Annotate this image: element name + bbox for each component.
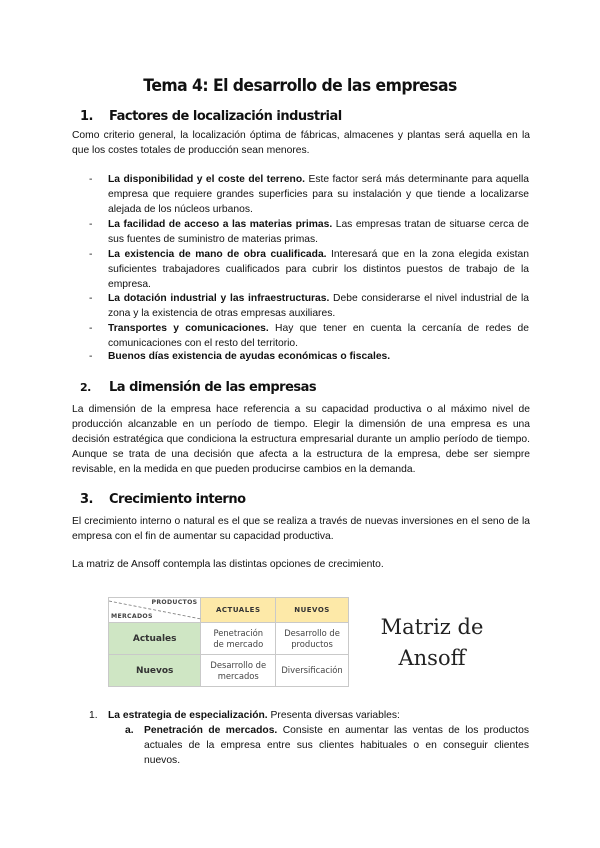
row-header-actuales: Actuales bbox=[109, 623, 201, 655]
bullet-item bbox=[89, 291, 529, 321]
section-1-number: 1. bbox=[80, 109, 93, 124]
bullet-text: Hay que tener en cuenta la cercanía de redes de comunicaciones con el resto del territorio. bbox=[108, 323, 530, 349]
section-1-intro: Como criterio general, la localización óptima de fábricas, almacenes y plantas será aquella en la que los costes totales de producción sean menores. bbox=[72, 130, 530, 156]
bullet-dash: - bbox=[89, 293, 93, 304]
bullet-item bbox=[89, 172, 529, 217]
matrix-title bbox=[372, 612, 492, 674]
section-1-title: Factores de localización industrial bbox=[109, 109, 342, 124]
sublist-item-text: Consiste en aumentar las ventas de los productos actuales de la empresa entre sus clientes habituales o en conseguir clientes nuevos. bbox=[144, 725, 529, 766]
corner-markets-label: MERCADOS bbox=[111, 613, 153, 620]
section-3-title: Crecimiento interno bbox=[109, 492, 246, 507]
list-item-bold: La estrategia de especialización. bbox=[108, 710, 268, 721]
matrix-title-line1: Matriz de bbox=[380, 615, 484, 639]
bullet-item bbox=[89, 217, 529, 247]
bullet-text: Este factor será más determinante para aquella empresa que requiere grandes superficies para su instalación y que tiende a localizarse alejada de los núcleos urbanos. bbox=[108, 174, 529, 215]
sublist-item bbox=[125, 723, 529, 768]
sublist-item-bold: Penetración de mercados. bbox=[144, 725, 278, 736]
bullet-dash: - bbox=[89, 351, 93, 362]
bullet-bold: Buenos días existencia de ayudas económicas o fiscales. bbox=[108, 351, 391, 362]
bullet-item bbox=[89, 321, 529, 351]
cell-line: Desarrollo de bbox=[284, 627, 340, 638]
cell-line: de mercado bbox=[213, 638, 264, 649]
bullet-text: Interesará que en la zona elegida existan suficientes trabajadores cualificados para cubrir los distintos puestos de trabajo de la empresa. bbox=[108, 249, 529, 290]
ansoff-matrix bbox=[108, 597, 349, 687]
bullet-bold: La disponibilidad y el coste del terreno. bbox=[108, 174, 305, 185]
col-header-nuevos: NUEVOS bbox=[276, 598, 349, 623]
bullet-item bbox=[89, 247, 529, 292]
section-2-number: 2. bbox=[80, 381, 91, 394]
list-number: 1. bbox=[89, 710, 98, 721]
bullet-bold: La dotación industrial y las infraestructuras. bbox=[108, 293, 330, 304]
matrix-intro: La matriz de Ansoff contempla las distintas opciones de crecimiento. bbox=[72, 559, 384, 570]
cell-diversificacion: Diversificación bbox=[276, 655, 349, 687]
bullet-dash: - bbox=[89, 219, 93, 230]
matrix-title-line2: Ansoff bbox=[398, 646, 466, 670]
cell-penetracion bbox=[201, 623, 276, 655]
col-header-actuales: ACTUALES bbox=[201, 598, 276, 623]
bullet-dash: - bbox=[89, 174, 93, 185]
bullet-bold: Transportes y comunicaciones. bbox=[108, 323, 269, 334]
bullet-dash: - bbox=[89, 249, 93, 260]
bullet-dash: - bbox=[89, 323, 93, 334]
row-header-nuevos: Nuevos bbox=[109, 655, 201, 687]
bullet-text: Debe considerarse el nivel industrial de la zona y la existencia de otras empresas auxiliares. bbox=[108, 293, 529, 319]
cell-desarrollo-productos bbox=[276, 623, 349, 655]
sublist-letter: a. bbox=[125, 725, 134, 736]
corner-products-label: PRODUCTOS bbox=[151, 599, 198, 606]
cell-line: mercados bbox=[217, 670, 259, 681]
section-3-number: 3. bbox=[80, 492, 93, 507]
section-2-heading bbox=[80, 380, 316, 395]
list-item bbox=[89, 708, 529, 723]
cell-line: Penetración bbox=[213, 627, 264, 638]
cell-line: Desarrollo de bbox=[210, 659, 267, 670]
bullet-item bbox=[89, 349, 529, 364]
section-2-title: La dimensión de las empresas bbox=[109, 380, 317, 395]
cell-line: productos bbox=[291, 638, 333, 649]
section-1-heading bbox=[80, 109, 342, 124]
bullet-bold: La facilidad de acceso a las materias primas. bbox=[108, 219, 333, 230]
bullet-text: Las empresas tratan de situarse cerca de sus fuentes de suministro de materias primas. bbox=[108, 219, 529, 245]
section-3-heading bbox=[80, 492, 246, 507]
section-3-text: El crecimiento interno o natural es el que se realiza a través de nuevas inversiones en el seno de la empresa con el fin de aumentar su capacidad productiva. bbox=[72, 516, 530, 542]
section-2-text: La dimensión de la empresa hace referencia a su capacidad productiva o al máximo nivel de producción alcanzable en un período de tiempo. Elegir la dimensión de una empresa es una decisión estratégica que condiciona la estructura empresarial durante un amplio período de tiempo. Aunque se trata de una decisión que afecta a la estructura de la empresa, debe ser siempre revisable, en la medida en que pueden producirse cambios en la demanda. bbox=[72, 404, 530, 475]
page-title: Tema 4: El desarrollo de las empresas bbox=[143, 76, 457, 96]
cell-desarrollo-mercados bbox=[201, 655, 276, 687]
list-item-text: Presenta diversas variables: bbox=[267, 710, 400, 721]
bullet-bold: La existencia de mano de obra cualificada. bbox=[108, 249, 327, 260]
matrix-corner bbox=[109, 598, 201, 623]
